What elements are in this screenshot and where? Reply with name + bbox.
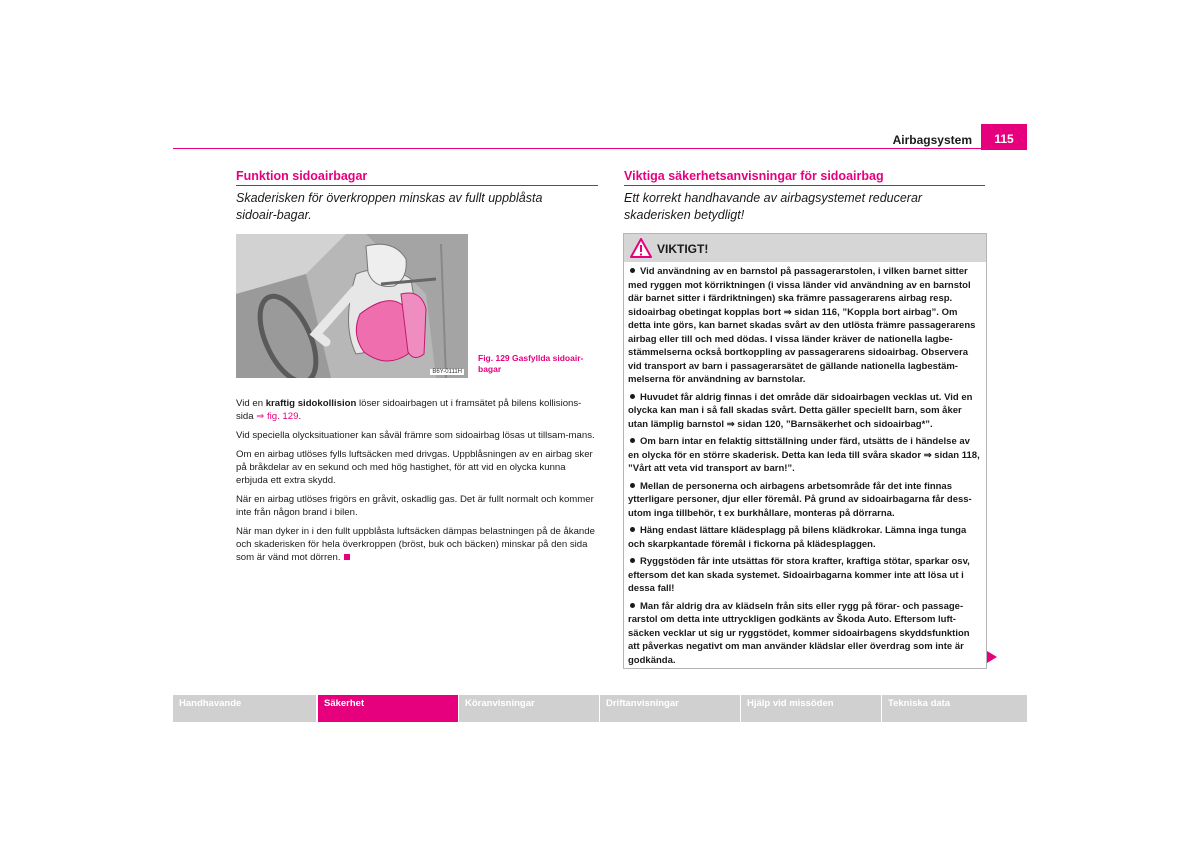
continue-arrow-icon[interactable] — [987, 650, 997, 668]
bullet-icon — [630, 268, 635, 273]
tab-sakerhet[interactable]: Säkerhet — [318, 695, 458, 722]
body-text-left — [236, 397, 598, 570]
section-heading-right: Viktiga säkerhetsanvisningar för sidoairbag — [624, 169, 884, 183]
paragraph: Vid speciella olycksituationer kan såväl främre som sidoairbag lösas ut tillsam-mans. — [236, 430, 595, 441]
lead-text-left: Skaderisken för överkroppen minskas av fullt uppblåsta sidoair-bagar. — [236, 191, 543, 222]
bullet-icon — [630, 438, 635, 443]
section-heading-left: Funktion sidoairbagar — [236, 169, 368, 183]
bullet-icon — [630, 527, 635, 532]
figure-reference-link[interactable]: ⇒ fig. 129 — [256, 411, 299, 422]
warning-item: Vid användning av en barnstol på passagerarstolen, i vilken barnet sitter med ryggen mot körriktningen (i vissa länder vid användning av en barnstol där barnet sitter i färdriktningen) ska främre passagerarens airbag resp. sidoairbag obetingat kopplas bort ⇒ sidan 116, ”Koppla bort airbag”. Om detta inte görs, kan barnet skadas svårt av den utlösta främre passagerarens airbag eller till och med dödas. I vissa länder kräver de nationella lagbe-stämmelserna också bortkoppling av passagerarens sidoairbag. Observera vid transport av barn i passagerarsätet de gällande nationella lagbestäm-melserna för användning av barnstolar. — [628, 266, 976, 385]
header-rule — [173, 148, 983, 149]
figure-caption: Fig. 129 Gasfyllda sidoair-bagar — [478, 353, 584, 374]
warning-item: Mellan de personerna och airbagens arbetsområde får det inte finnas ytterligare personer, djur eller föremål. På grund av sidoairbagarna får dess-utom inga tillbehör, t ex burkhållare, monteras på dörrarna. — [628, 480, 972, 519]
paragraph: Vid en kraftig sidokollision löser sidoairbagen ut i framsätet på bilens kollisions-sida ⇒ fig. 129. — [236, 398, 582, 422]
bold-term: kraftig sidokollision — [265, 398, 357, 409]
bullet-icon — [630, 603, 635, 608]
bullet-icon — [630, 483, 635, 488]
warning-item: Ryggstöden får inte utsättas för stora krafter, kraftiga stötar, sparkar osv, eftersom det kan skada systemet. Sidoairbagarna kommer inte att lösa ut i dessa fall! — [628, 556, 970, 594]
heading-rule-right — [624, 185, 985, 186]
lead-text-right: Ett korrekt handhavande av airbagsystemet reducerar skaderisken betydligt! — [624, 191, 923, 222]
paragraph: När en airbag utlöses frigörs en gråvit, oskadlig gas. Det är fullt normalt och kommer inte från någon brand i bilen. — [236, 494, 594, 518]
warning-list — [624, 262, 986, 667]
end-of-section-marker — [344, 554, 350, 560]
warning-box — [623, 233, 987, 669]
paragraph: När man dyker in i den fullt uppblåsta luftsäcken dämpas belastningen på de åkande och skaderisken för hela överkroppen (bröst, buk och bäcken) minskar på den sida som är vänd mot dörren. — [236, 526, 595, 563]
tab-koranvisningar[interactable]: Köranvisningar — [459, 695, 599, 722]
page-number: 115 — [981, 124, 1027, 150]
tab-handhavande[interactable]: Handhavande — [173, 695, 316, 722]
warning-item: Häng endast lättare klädesplagg på bilens klädkrokar. Lämna inga tunga och skarpkantade föremål i fickorna på klädesplaggen. — [628, 525, 967, 550]
heading-rule-left — [236, 185, 598, 186]
warning-item: Man får aldrig dra av klädseln från sits eller rygg på förar- och passage-rarstol om detta inte uttryckligen godkänts av Škoda Auto. Eftersom luft-säcken vecklar ut sig ur ryggstödet, kommer sidoairbagens skyddsfunktion att påverkas negativt om man använder klädslar eller överdrag som inte är godkända. — [628, 600, 970, 666]
warning-title: VIKTIGT! — [657, 242, 709, 256]
warning-triangle-icon — [630, 238, 652, 263]
warning-item: Huvudet får aldrig finnas i det område där sidoairbagen vecklas ut. Vid en olycka kan man i så fall skadas svårt. Detta gäller speciellt barn, som åker utan lämplig barnstol ⇒ sidan 120, ”Barnsäkerhet och sidoairbag*”. — [628, 391, 973, 430]
paragraph: Om en airbag utlöses fylls luftsäcken med drivgas. Uppblåsningen av en airbag sker på bråkdelar av en sekund och med hög hastighet, för att vid en olycka kunna erbjuda ett extra skydd. — [236, 449, 593, 486]
warning-header — [624, 234, 986, 262]
page-header-title: Airbagsystem — [892, 133, 972, 147]
airbag-illustration — [236, 234, 468, 378]
tab-driftanvisningar[interactable]: Driftanvisningar — [600, 695, 740, 722]
tab-hjalp-vid-missoden[interactable]: Hjälp vid missöden — [741, 695, 881, 722]
figure-sidoairbag-illustration — [236, 234, 468, 378]
figure-code: B6Y-0111H — [432, 369, 462, 375]
warning-item: Om barn intar en felaktig sittställning under färd, utsätts de i händelse av en olycka för en större skaderisk. Detta kan leda till svåra skador ⇒ sidan 118, ”Vårt att veta vid transport av barn!”. — [628, 436, 980, 474]
bullet-icon — [630, 558, 635, 563]
bullet-icon — [630, 394, 635, 399]
tab-tekniska-data[interactable]: Tekniska data — [882, 695, 1027, 722]
